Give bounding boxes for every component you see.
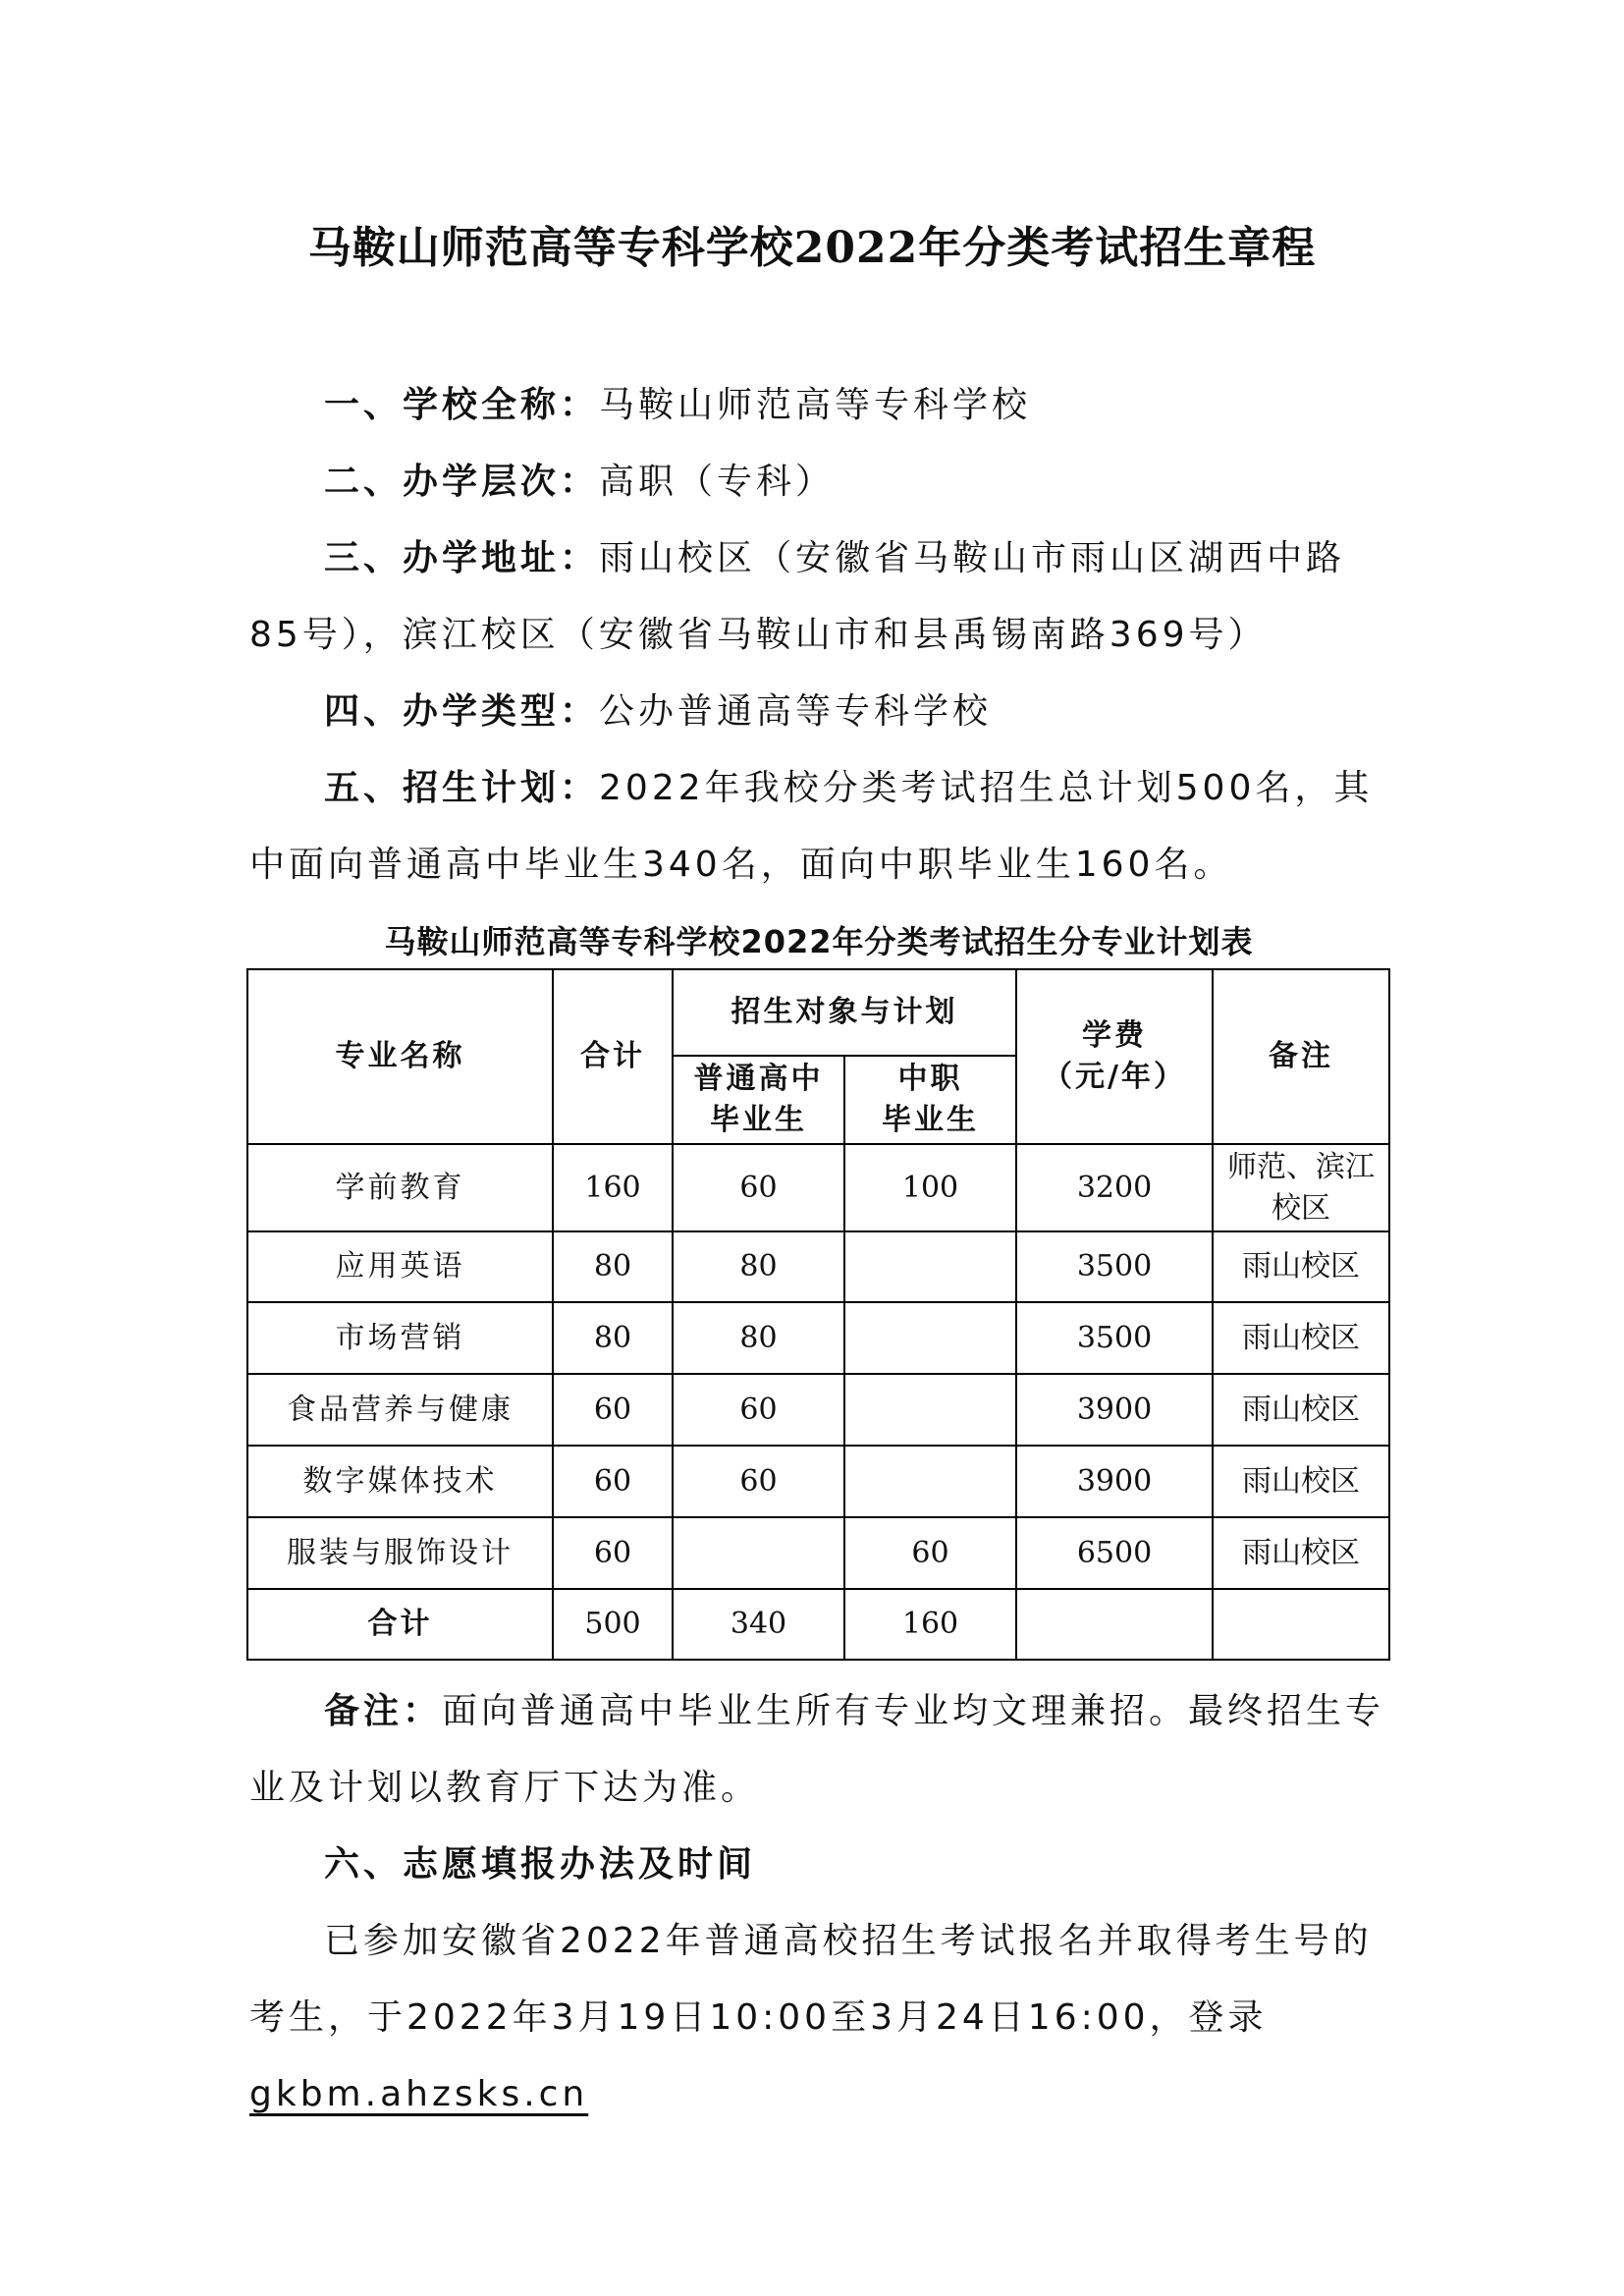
cell-vocational	[844, 1302, 1016, 1374]
table-row	[247, 1231, 1389, 1302]
cell-general: 60	[673, 1446, 844, 1517]
cell-note-line2: 校区	[1272, 1190, 1330, 1226]
table-row	[247, 1144, 1389, 1231]
header-fee-line1: 学费	[1082, 1018, 1147, 1053]
cell-fee: 3500	[1016, 1231, 1213, 1302]
enrollment-plan-table	[246, 968, 1390, 1661]
cell-fee: 3200	[1016, 1144, 1213, 1231]
section-text: 2022年我校分类考试招生总计划500名，其中面向普通高中毕业生340名，面向中职毕业生160名。	[249, 768, 1374, 885]
cell-fee: 3900	[1016, 1374, 1213, 1446]
section-label: 四、办学类型：	[324, 691, 600, 732]
cell-major: 应用英语	[247, 1231, 553, 1302]
section-label: 五、招生计划：	[324, 768, 600, 808]
table-header-row	[247, 969, 1389, 1056]
section-text: 雨山校区（安徽省马鞍山市雨山区湖西中路85号），滨江校区（安徽省马鞍山市和县禹锡南路369号）	[249, 538, 1346, 655]
cell-vocational-total: 160	[844, 1589, 1016, 1660]
cell-note: 雨山校区	[1213, 1231, 1389, 1302]
remark-label: 备注：	[324, 1691, 443, 1731]
header-general	[673, 1056, 844, 1144]
cell-major: 市场营销	[247, 1302, 553, 1374]
cell-major: 服装与服饰设计	[247, 1517, 553, 1589]
registration-link[interactable]: gkbm.ahzsks.cn	[249, 2074, 589, 2114]
section-label: 二、办学层次：	[324, 462, 600, 502]
header-total: 合计	[553, 969, 673, 1144]
cell-fee: 6500	[1016, 1517, 1213, 1589]
cell-total: 60	[553, 1374, 673, 1446]
header-target-group: 招生对象与计划	[673, 969, 1016, 1056]
cell-vocational	[844, 1374, 1016, 1446]
cell-note	[1213, 1144, 1389, 1231]
header-fee	[1016, 969, 1213, 1144]
cell-fee: 3900	[1016, 1446, 1213, 1517]
cell-vocational: 60	[844, 1517, 1016, 1589]
cell-total: 160	[553, 1144, 673, 1231]
cell-note-total	[1213, 1589, 1389, 1660]
section-text: 马鞍山师范高等专科学校	[599, 385, 1032, 425]
cell-general: 80	[673, 1302, 844, 1374]
cell-fee-total	[1016, 1589, 1213, 1660]
cell-note: 雨山校区	[1213, 1374, 1389, 1446]
section-application-body	[249, 1903, 1388, 2133]
section-label: 一、学校全称：	[324, 385, 600, 425]
remark-text: 面向普通高中毕业生所有专业均文理兼招。最终招生专业及计划以教育厅下达为准。	[249, 1691, 1385, 1808]
cell-fee: 3500	[1016, 1302, 1213, 1374]
cell-general: 80	[673, 1231, 844, 1302]
cell-major: 学前教育	[247, 1144, 553, 1231]
table-row	[247, 1302, 1389, 1374]
header-fee-line2: （元/年）	[1043, 1060, 1186, 1094]
cell-total-label: 合计	[247, 1589, 553, 1660]
application-text: 已参加安徽省2022年普通高校招生考试报名并取得考生号的考生，于2022年3月19日10:00至3月24日16:00，登录	[249, 1921, 1373, 2038]
cell-general: 60	[673, 1144, 844, 1231]
cell-vocational	[844, 1231, 1016, 1302]
table-total-row	[247, 1589, 1389, 1660]
cell-total: 60	[553, 1517, 673, 1589]
cell-note: 雨山校区	[1213, 1446, 1389, 1517]
section-application-heading	[249, 1827, 1388, 1903]
header-note: 备注	[1213, 969, 1389, 1144]
cell-general-total: 340	[673, 1589, 844, 1660]
section-type	[249, 674, 1388, 750]
cell-grand-total: 500	[553, 1589, 673, 1660]
cell-general	[673, 1517, 844, 1589]
cell-note-line1: 师范、滨江	[1227, 1149, 1375, 1184]
cell-note: 雨山校区	[1213, 1302, 1389, 1374]
cell-major: 数字媒体技术	[247, 1446, 553, 1517]
section-school-name	[249, 367, 1388, 444]
table-row	[247, 1446, 1389, 1517]
cell-note: 雨山校区	[1213, 1517, 1389, 1589]
cell-total: 80	[553, 1231, 673, 1302]
header-general-line1: 普通高中	[693, 1062, 824, 1096]
section-text: 公办普通高等专科学校	[599, 691, 993, 732]
cell-major: 食品营养与健康	[247, 1374, 553, 1446]
cell-vocational	[844, 1446, 1016, 1517]
header-vocational	[844, 1056, 1016, 1144]
header-major: 专业名称	[247, 969, 553, 1144]
table-row	[247, 1374, 1389, 1446]
header-vocational-line2: 毕业生	[882, 1103, 979, 1137]
section-enrollment-plan	[249, 750, 1388, 903]
cell-general: 60	[673, 1374, 844, 1446]
table-remark	[249, 1673, 1388, 1827]
section-text: 高职（专科）	[599, 462, 836, 502]
section-level	[249, 444, 1388, 520]
section-label: 三、办学地址：	[324, 538, 600, 578]
cell-vocational: 100	[844, 1144, 1016, 1231]
header-vocational-line1: 中职	[897, 1062, 963, 1096]
document-title: 马鞍山师范高等专科学校2022年分类考试招生章程	[307, 223, 1317, 273]
table-caption: 马鞍山师范高等专科学校2022年分类考试招生分专业计划表	[384, 923, 1254, 960]
cell-total: 60	[553, 1446, 673, 1517]
table-row	[247, 1517, 1389, 1589]
header-general-line2: 毕业生	[710, 1103, 807, 1137]
section-address	[249, 520, 1388, 674]
section-label: 六、志愿填报办法及时间	[324, 1844, 757, 1885]
cell-total: 80	[553, 1302, 673, 1374]
